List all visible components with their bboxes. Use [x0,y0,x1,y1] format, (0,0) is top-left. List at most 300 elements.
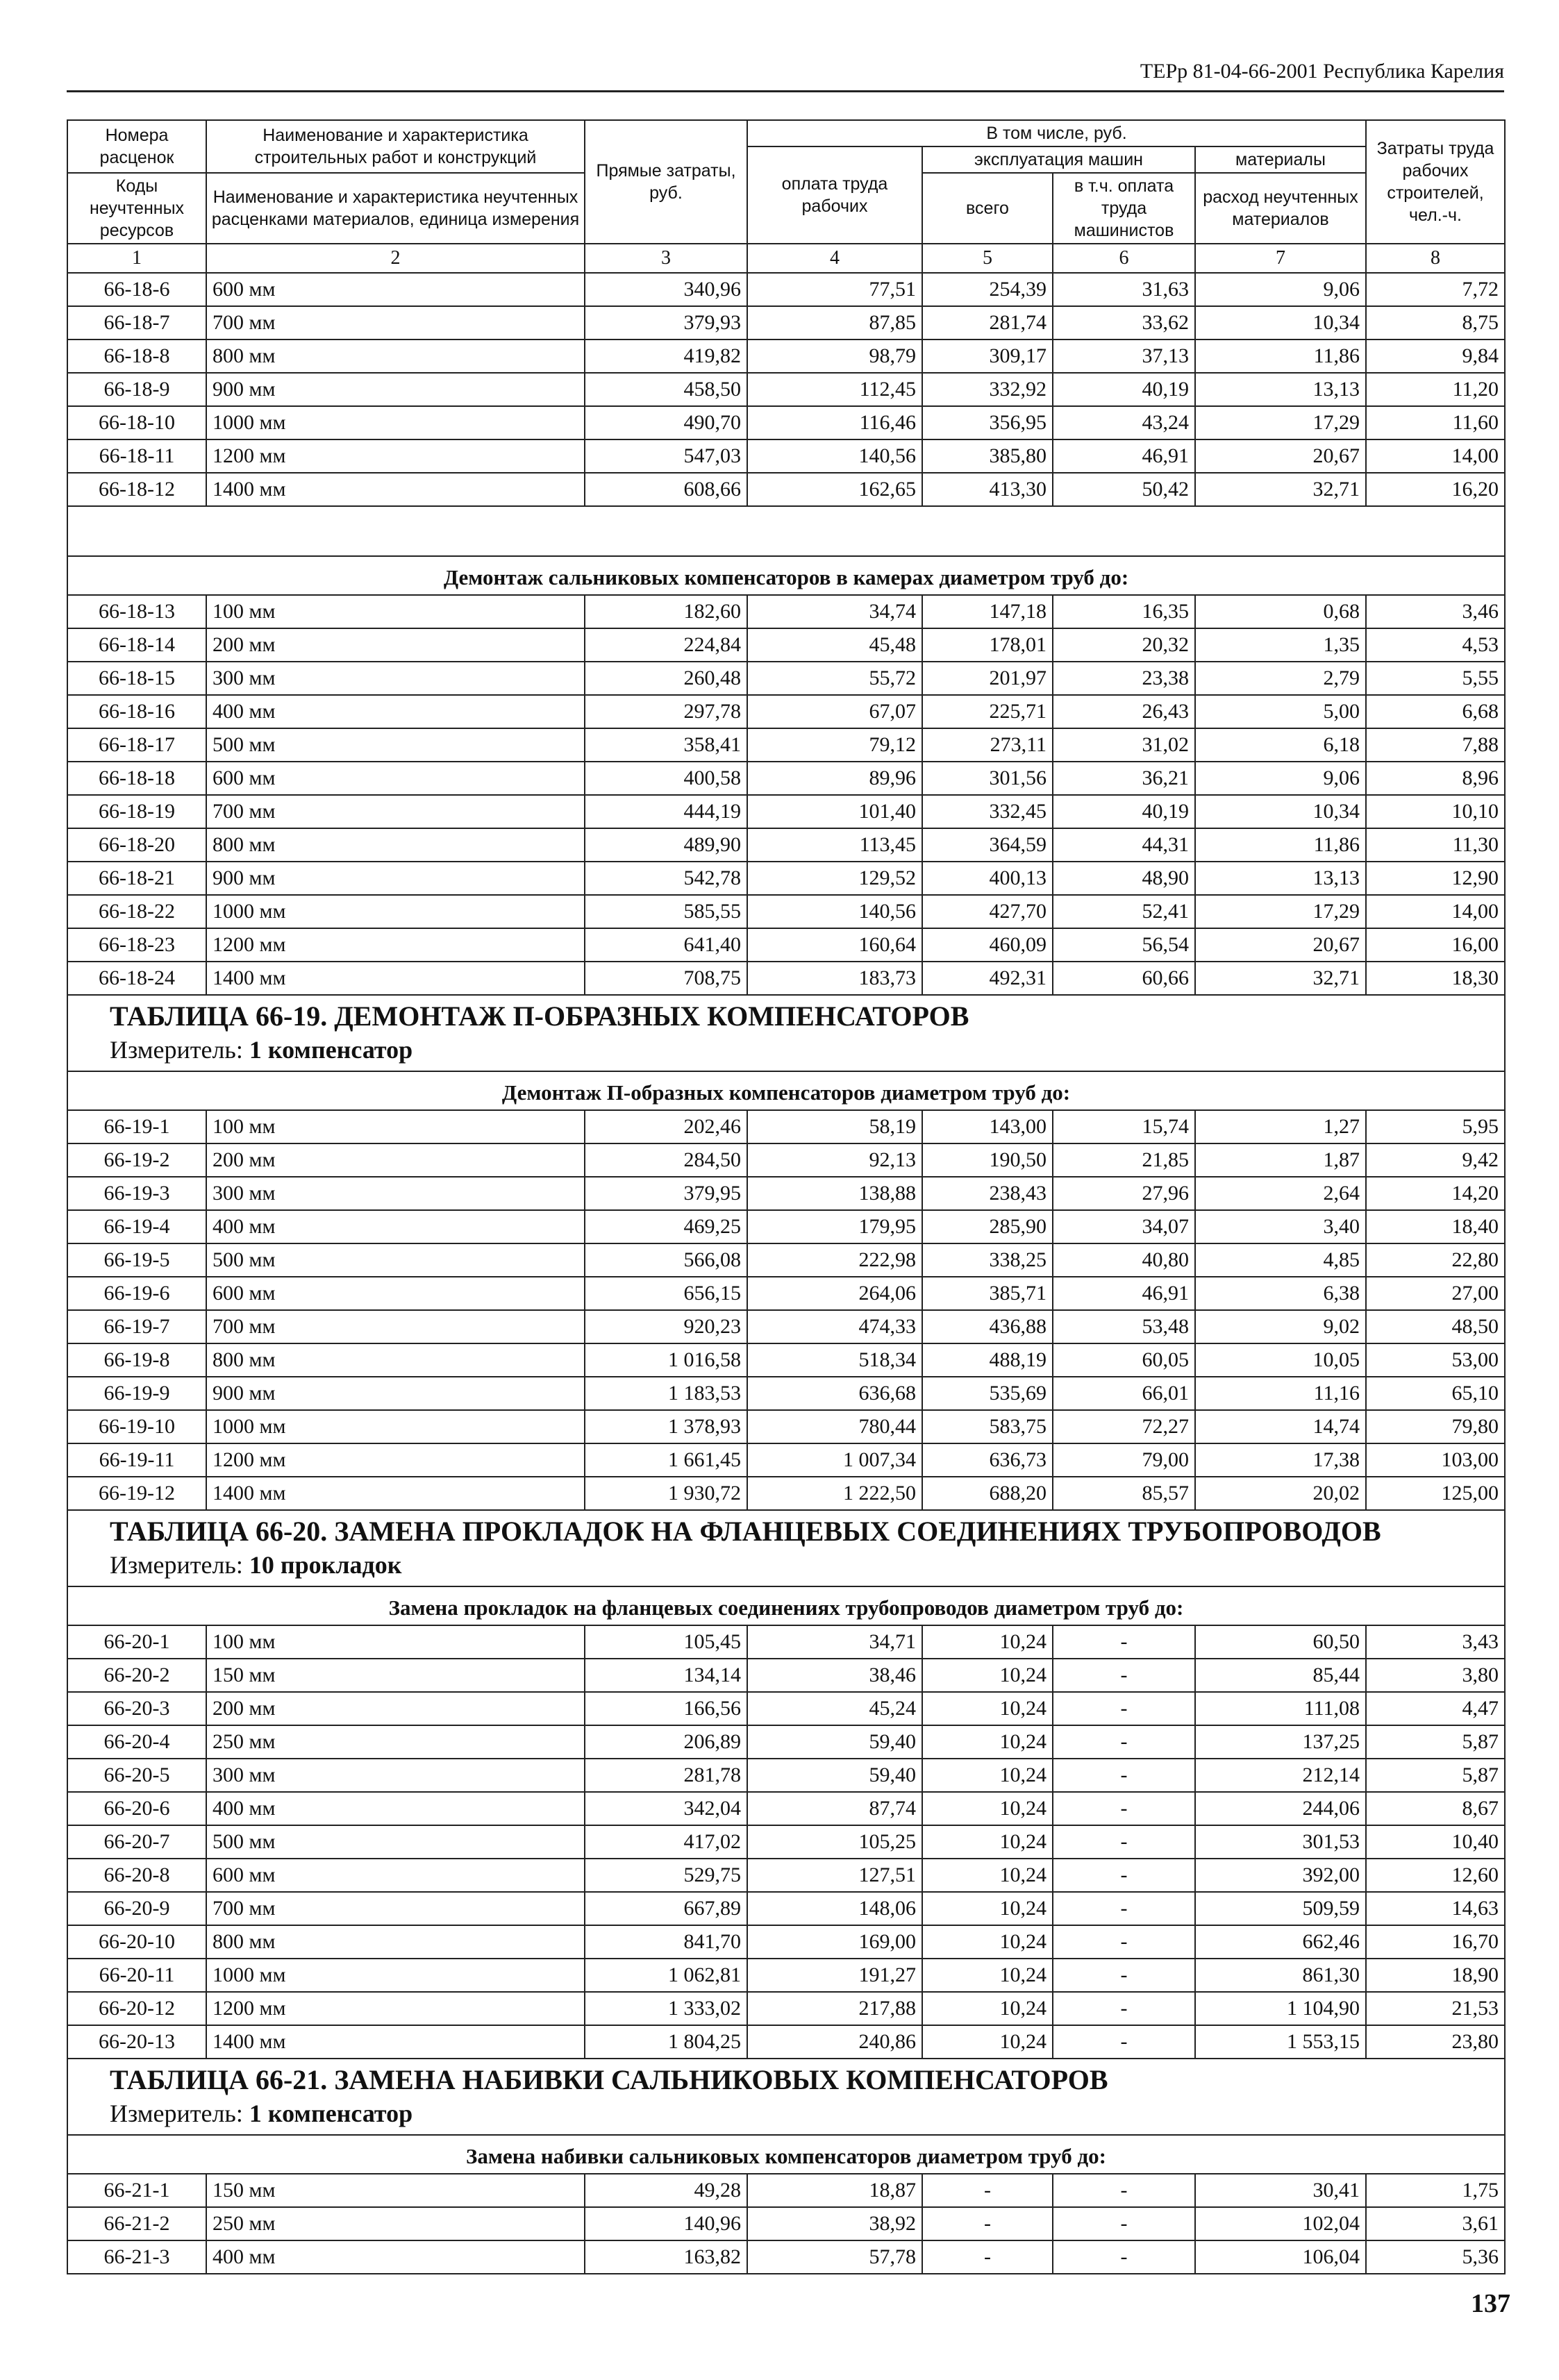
machines-total: 10,24 [922,1892,1053,1925]
machines-pay: 15,74 [1053,1110,1195,1143]
machines-total: 143,00 [922,1110,1053,1143]
labor-pay: 87,85 [747,306,922,340]
labor-pay: 636,68 [747,1377,922,1410]
direct-cost: 281,78 [585,1759,747,1792]
machines-total: 338,25 [922,1243,1053,1277]
materials-cost: 662,46 [1195,1925,1366,1959]
rate-code: 66-18-7 [67,306,206,340]
table-row [67,1659,1505,1692]
machines-pay: - [1053,1959,1195,1992]
labor-pay: 18,87 [747,2174,922,2207]
rate-code: 66-18-8 [67,340,206,373]
machines-total: 427,70 [922,895,1053,928]
table-row [67,1925,1505,1959]
item-name: 1400 мм [206,962,585,995]
materials-cost: 60,50 [1195,1625,1366,1659]
machines-pay: - [1053,1659,1195,1692]
table-row [67,795,1505,828]
machines-total: 281,74 [922,306,1053,340]
table-row [67,306,1505,340]
machines-pay: 40,19 [1053,373,1195,406]
labor-hours: 21,53 [1366,1992,1505,2025]
item-name: 150 мм [206,2174,585,2207]
table-row [67,1792,1505,1825]
table-row [67,1992,1505,2025]
labor-hours: 18,30 [1366,962,1505,995]
direct-cost: 379,93 [585,306,747,340]
machines-pay: - [1053,1859,1195,1892]
header-materials-usage: расход неучтенных материалов [1195,173,1366,244]
machines-total: 10,24 [922,1992,1053,2025]
labor-pay: 222,98 [747,1243,922,1277]
labor-pay: 240,86 [747,2025,922,2059]
machines-pay: 43,24 [1053,406,1195,439]
table-row [67,1477,1505,1510]
direct-cost: 1 804,25 [585,2025,747,2059]
machines-pay: 44,31 [1053,828,1195,862]
group-heading-row [67,2135,1505,2174]
machines-total: 10,24 [922,1925,1053,1959]
table-row [67,1210,1505,1243]
machines-total: 10,24 [922,1725,1053,1759]
labor-pay: 89,96 [747,762,922,795]
direct-cost: 163,82 [585,2240,747,2274]
machines-total: 688,20 [922,1477,1053,1510]
materials-cost: 17,29 [1195,895,1366,928]
item-name: 800 мм [206,340,585,373]
materials-cost: 1,35 [1195,628,1366,662]
rate-code: 66-18-18 [67,762,206,795]
rate-code: 66-18-15 [67,662,206,695]
rate-code: 66-20-13 [67,2025,206,2059]
machines-total: 460,09 [922,928,1053,962]
labor-hours: 7,72 [1366,273,1505,306]
machines-total: 10,24 [922,1792,1053,1825]
machines-pay: 50,42 [1053,473,1195,506]
column-number: 1 [67,244,206,273]
table-row [67,473,1505,506]
rates-table [67,119,1506,2274]
group-heading-row [67,1586,1505,1625]
materials-cost: 137,25 [1195,1725,1366,1759]
materials-cost: 861,30 [1195,1959,1366,1992]
rate-code: 66-20-12 [67,1992,206,2025]
item-name: 150 мм [206,1659,585,1692]
table-row [67,2240,1505,2274]
machines-total: 147,18 [922,595,1053,628]
column-number: 5 [922,244,1053,273]
column-number: 3 [585,244,747,273]
item-name: 400 мм [206,2240,585,2274]
machines-total: 10,24 [922,1692,1053,1725]
direct-cost: 708,75 [585,962,747,995]
machines-pay: 53,48 [1053,1310,1195,1343]
item-name: 900 мм [206,373,585,406]
direct-cost: 224,84 [585,628,747,662]
table-row [67,406,1505,439]
table-row [67,1859,1505,1892]
rate-code: 66-19-12 [67,1477,206,1510]
labor-pay: 101,40 [747,795,922,828]
item-name: 1200 мм [206,439,585,473]
materials-cost: 1,27 [1195,1110,1366,1143]
rate-code: 66-19-10 [67,1410,206,1443]
direct-cost: 1 016,58 [585,1343,747,1377]
item-name: 800 мм [206,1925,585,1959]
rate-code: 66-18-10 [67,406,206,439]
materials-cost: 9,02 [1195,1310,1366,1343]
machines-total: 10,24 [922,2025,1053,2059]
machines-pay: 40,19 [1053,795,1195,828]
labor-pay: 169,00 [747,1925,922,1959]
direct-cost: 1 183,53 [585,1377,747,1410]
direct-cost: 444,19 [585,795,747,828]
direct-cost: 417,02 [585,1825,747,1859]
rate-code: 66-20-8 [67,1859,206,1892]
machines-pay: 31,02 [1053,728,1195,762]
rate-code: 66-19-4 [67,1210,206,1243]
machines-total: 364,59 [922,828,1053,862]
direct-cost: 585,55 [585,895,747,928]
materials-cost: 32,71 [1195,473,1366,506]
group-heading: Замена набивки сальниковых компенсаторов диаметром труб до: [67,2135,1505,2174]
column-number: 4 [747,244,922,273]
machines-pay: - [1053,1692,1195,1725]
labor-hours: 16,70 [1366,1925,1505,1959]
direct-cost: 1 930,72 [585,1477,747,1510]
labor-pay: 38,46 [747,1659,922,1692]
labor-pay: 98,79 [747,340,922,373]
table-row [67,439,1505,473]
labor-hours: 11,60 [1366,406,1505,439]
column-number-row [67,244,1505,273]
labor-pay: 105,25 [747,1825,922,1859]
table-row [67,340,1505,373]
direct-cost: 547,03 [585,439,747,473]
machines-total: 10,24 [922,1659,1053,1692]
labor-hours: 65,10 [1366,1377,1505,1410]
item-name: 400 мм [206,1210,585,1243]
labor-hours: 103,00 [1366,1443,1505,1477]
labor-pay: 55,72 [747,662,922,695]
item-name: 200 мм [206,1692,585,1725]
machines-total: 400,13 [922,862,1053,895]
column-number: 6 [1053,244,1195,273]
rate-code: 66-18-22 [67,895,206,928]
rate-code: 66-19-6 [67,1277,206,1310]
labor-pay: 138,88 [747,1177,922,1210]
materials-cost: 10,34 [1195,795,1366,828]
item-name: 100 мм [206,595,585,628]
direct-cost: 379,95 [585,1177,747,1210]
header-name-bottom: Наименование и характеристика неучтенных расценками материалов, единица измерения [206,173,585,244]
materials-cost: 111,08 [1195,1692,1366,1725]
group-heading-row [67,1071,1505,1110]
labor-pay: 780,44 [747,1410,922,1443]
labor-pay: 58,19 [747,1110,922,1143]
materials-cost: 85,44 [1195,1659,1366,1692]
materials-cost: 212,14 [1195,1759,1366,1792]
table-title-cell [67,1510,1505,1586]
machines-total: 436,88 [922,1310,1053,1343]
table-row [67,828,1505,862]
table-title: ТАБЛИЦА 66-20. ЗАМЕНА ПРОКЛАДОК НА ФЛАНЦЕВЫХ СОЕДИНЕНИЯХ ТРУБОПРОВОДОВ [110,1516,1381,1547]
labor-hours: 3,43 [1366,1625,1505,1659]
materials-cost: 20,67 [1195,928,1366,962]
direct-cost: 134,14 [585,1659,747,1692]
materials-cost: 9,06 [1195,762,1366,795]
labor-pay: 140,56 [747,439,922,473]
item-name: 100 мм [206,1110,585,1143]
rates-table-container [67,119,1504,2274]
materials-cost: 13,13 [1195,862,1366,895]
labor-pay: 59,40 [747,1759,922,1792]
labor-pay: 129,52 [747,862,922,895]
direct-cost: 260,48 [585,662,747,695]
materials-cost: 2,64 [1195,1177,1366,1210]
machines-total: 413,30 [922,473,1053,506]
machines-pay: 56,54 [1053,928,1195,962]
materials-cost: 102,04 [1195,2207,1366,2240]
group-heading: Замена прокладок на фланцевых соединениях трубопроводов диаметром труб до: [67,1586,1505,1625]
rate-code: 66-20-2 [67,1659,206,1692]
rate-code: 66-19-1 [67,1110,206,1143]
labor-hours: 6,68 [1366,695,1505,728]
item-name: 1400 мм [206,1477,585,1510]
direct-cost: 841,70 [585,1925,747,1959]
direct-cost: 297,78 [585,695,747,728]
item-name: 500 мм [206,728,585,762]
labor-hours: 5,87 [1366,1759,1505,1792]
materials-cost: 20,02 [1195,1477,1366,1510]
machines-total: 285,90 [922,1210,1053,1243]
materials-cost: 20,67 [1195,439,1366,473]
item-name: 1000 мм [206,1410,585,1443]
machines-total: 309,17 [922,340,1053,373]
materials-cost: 1,87 [1195,1143,1366,1177]
item-name: 600 мм [206,1277,585,1310]
labor-pay: 148,06 [747,1892,922,1925]
labor-hours: 22,80 [1366,1243,1505,1277]
labor-hours: 5,36 [1366,2240,1505,2274]
machines-pay: - [1053,1725,1195,1759]
table-title: ТАБЛИЦА 66-19. ДЕМОНТАЖ П-ОБРАЗНЫХ КОМПЕНСАТОРОВ [110,1000,969,1032]
materials-cost: 6,18 [1195,728,1366,762]
labor-hours: 8,67 [1366,1792,1505,1825]
labor-hours: 53,00 [1366,1343,1505,1377]
machines-pay: - [1053,1825,1195,1859]
labor-pay: 45,48 [747,628,922,662]
direct-cost: 340,96 [585,273,747,306]
materials-cost: 244,06 [1195,1792,1366,1825]
machines-total: 178,01 [922,628,1053,662]
rate-code: 66-18-13 [67,595,206,628]
item-name: 300 мм [206,662,585,695]
item-name: 700 мм [206,795,585,828]
table-row [67,1825,1505,1859]
direct-cost: 1 062,81 [585,1959,747,1992]
labor-pay: 264,06 [747,1277,922,1310]
labor-pay: 92,13 [747,1143,922,1177]
machines-pay: 16,35 [1053,595,1195,628]
item-name: 1200 мм [206,1443,585,1477]
labor-pay: 59,40 [747,1725,922,1759]
labor-pay: 34,71 [747,1625,922,1659]
labor-pay: 1 222,50 [747,1477,922,1510]
item-name: 400 мм [206,695,585,728]
machines-pay: 34,07 [1053,1210,1195,1243]
rate-code: 66-18-11 [67,439,206,473]
machines-pay: 60,05 [1053,1343,1195,1377]
group-heading: Демонтаж сальниковых компенсаторов в камерах диаметром труб до: [67,556,1505,595]
item-name: 100 мм [206,1625,585,1659]
direct-cost: 1 333,02 [585,1992,747,2025]
header-code-top: Номера расценок [67,120,206,173]
labor-hours: 18,40 [1366,1210,1505,1243]
table-row [67,728,1505,762]
machines-pay: - [1053,1992,1195,2025]
labor-hours: 23,80 [1366,2025,1505,2059]
machines-pay: 85,57 [1053,1477,1195,1510]
labor-pay: 162,65 [747,473,922,506]
measure-label: Измеритель: [110,1551,243,1579]
table-row [67,962,1505,995]
materials-cost: 32,71 [1195,962,1366,995]
machines-pay: - [1053,1625,1195,1659]
header-code-bottom: Коды неучтенных ресурсов [67,173,206,244]
labor-pay: 112,45 [747,373,922,406]
labor-hours: 48,50 [1366,1310,1505,1343]
direct-cost: 667,89 [585,1892,747,1925]
measure-line [110,2097,1462,2130]
machines-total: - [922,2240,1053,2274]
machines-pay: 48,90 [1053,862,1195,895]
rate-code: 66-20-10 [67,1925,206,1959]
rate-code: 66-18-24 [67,962,206,995]
table-row [67,1410,1505,1443]
labor-hours: 14,00 [1366,439,1505,473]
table-row [67,862,1505,895]
machines-pay: - [1053,1792,1195,1825]
direct-cost: 140,96 [585,2207,747,2240]
measure-label: Измеритель: [110,1036,243,1064]
labor-hours: 5,95 [1366,1110,1505,1143]
rate-code: 66-18-23 [67,928,206,962]
item-name: 900 мм [206,862,585,895]
table-title: ТАБЛИЦА 66-21. ЗАМЕНА НАБИВКИ САЛЬНИКОВЫХ КОМПЕНСАТОРОВ [110,2064,1108,2095]
direct-cost: 641,40 [585,928,747,962]
labor-pay: 34,74 [747,595,922,628]
item-name: 500 мм [206,1243,585,1277]
machines-pay: - [1053,2207,1195,2240]
table-row [67,1759,1505,1792]
item-name: 1200 мм [206,1992,585,2025]
measure-value: 1 компенсатор [249,1036,413,1064]
machines-total: 190,50 [922,1143,1053,1177]
direct-cost: 166,56 [585,1692,747,1725]
machines-total: 535,69 [922,1377,1053,1410]
table-title-row [67,2059,1505,2135]
item-name: 700 мм [206,1892,585,1925]
machines-pay: 31,63 [1053,273,1195,306]
rate-code: 66-19-8 [67,1343,206,1377]
machines-total: 10,24 [922,1625,1053,1659]
item-name: 600 мм [206,762,585,795]
materials-cost: 2,79 [1195,662,1366,695]
header-machines-pay: в т.ч. оплата труда машинистов [1053,173,1195,244]
machines-pay: 52,41 [1053,895,1195,928]
labor-pay: 67,07 [747,695,922,728]
rate-code: 66-20-6 [67,1792,206,1825]
rate-code: 66-19-5 [67,1243,206,1277]
measure-value: 1 компенсатор [249,2100,413,2127]
header-machines-total: всего [922,173,1053,244]
direct-cost: 358,41 [585,728,747,762]
labor-hours: 5,55 [1366,662,1505,695]
materials-cost: 106,04 [1195,2240,1366,2274]
direct-cost: 542,78 [585,862,747,895]
rate-code: 66-19-2 [67,1143,206,1177]
table-title-row [67,1510,1505,1586]
table-row [67,1892,1505,1925]
header-direct-costs: Прямые затраты, руб. [585,120,747,244]
table-row [67,662,1505,695]
table-row [67,1143,1505,1177]
materials-cost: 5,00 [1195,695,1366,728]
machines-pay: 66,01 [1053,1377,1195,1410]
labor-pay: 518,34 [747,1343,922,1377]
rate-code: 66-18-17 [67,728,206,762]
labor-hours: 12,60 [1366,1859,1505,1892]
rate-code: 66-19-3 [67,1177,206,1210]
direct-cost: 529,75 [585,1859,747,1892]
table-row [67,1959,1505,1992]
table-title-row [67,995,1505,1071]
machines-pay: 33,62 [1053,306,1195,340]
labor-hours: 1,75 [1366,2174,1505,2207]
machines-total: 583,75 [922,1410,1053,1443]
measure-line [110,1033,1462,1066]
machines-total: 225,71 [922,695,1053,728]
measure-line [110,1548,1462,1582]
item-name: 500 мм [206,1825,585,1859]
machines-total: 332,92 [922,373,1053,406]
labor-hours: 7,88 [1366,728,1505,762]
materials-cost: 3,40 [1195,1210,1366,1243]
labor-pay: 116,46 [747,406,922,439]
materials-cost: 11,86 [1195,340,1366,373]
labor-hours: 14,63 [1366,1892,1505,1925]
table-row [67,595,1505,628]
item-name: 1000 мм [206,406,585,439]
direct-cost: 489,90 [585,828,747,862]
labor-pay: 87,74 [747,1792,922,1825]
table-row [67,628,1505,662]
rate-code: 66-20-5 [67,1759,206,1792]
labor-pay: 57,78 [747,2240,922,2274]
machines-pay: - [1053,1925,1195,1959]
item-name: 700 мм [206,1310,585,1343]
machines-total: 488,19 [922,1343,1053,1377]
column-number: 8 [1366,244,1505,273]
page-number: 137 [1471,2289,1510,2318]
labor-pay: 38,92 [747,2207,922,2240]
machines-total: 356,95 [922,406,1053,439]
labor-hours: 3,80 [1366,1659,1505,1692]
direct-cost: 656,15 [585,1277,747,1310]
table-row [67,928,1505,962]
column-number: 7 [1195,244,1366,273]
